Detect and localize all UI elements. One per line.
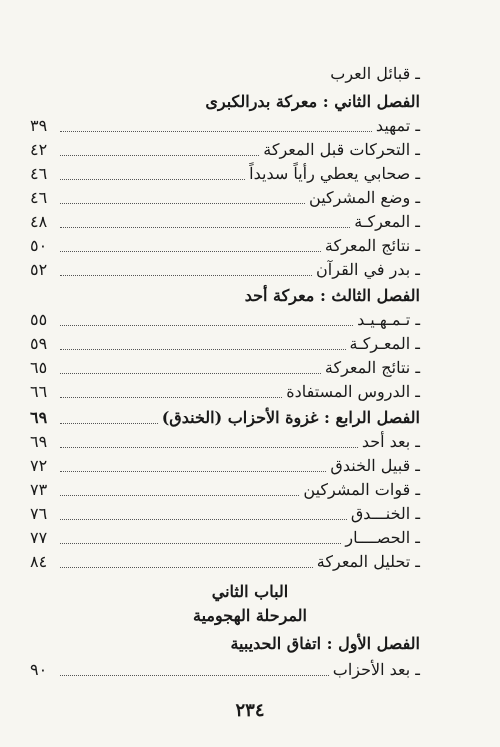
part-title: الباب الثاني — [211, 582, 289, 601]
entry-title: ـ وضع المشركين — [309, 188, 420, 207]
toc-entry — [30, 476, 420, 500]
entry-page: ٦٦ — [30, 382, 48, 401]
entry-page: ٦٩ — [30, 432, 48, 451]
entry-title: ـ نتائج المعركة — [324, 358, 420, 377]
entry-page: ٤٨ — [30, 212, 48, 231]
entry-title: ـ قبائل العرب — [330, 64, 420, 83]
toc-entry — [30, 208, 420, 232]
leader-dots — [60, 446, 358, 448]
entry-page: ٣٩ — [30, 116, 48, 135]
leader-dots — [60, 396, 282, 398]
entry-page: ٩٠ — [30, 660, 48, 679]
toc-entry — [30, 524, 420, 548]
toc-entry — [30, 112, 420, 136]
toc-entry — [30, 232, 420, 256]
leader-dots — [60, 324, 353, 326]
entry-title: ـ التحركات قبل المعركة — [263, 140, 420, 159]
entry-title: ـ الدروس المستفادة — [286, 382, 420, 401]
toc-entry — [30, 378, 420, 402]
entry-page: ٤٦ — [30, 164, 48, 183]
entry-title: ـ قبيل الخندق — [330, 456, 420, 475]
entry-page: ٧٢ — [30, 456, 48, 475]
chapter-title: الفصل الرابع : غزوة الأحزاب (الخندق) — [161, 408, 420, 427]
toc-entry — [30, 500, 420, 524]
toc-entry — [30, 548, 420, 572]
entry-title: ـ صحابي يعطي رأياً سديداً — [249, 164, 420, 183]
toc-entry — [30, 330, 420, 354]
leader-dots — [60, 542, 341, 544]
toc-entry — [30, 256, 420, 280]
toc-entry — [30, 428, 420, 452]
entry-title: ـ نتائج المعركة — [324, 236, 420, 255]
entry-title: ـ قوات المشركين — [303, 480, 420, 499]
entry-title: ـ بدر في القرآن — [316, 260, 420, 279]
leader-dots — [60, 154, 259, 156]
toc-entry — [30, 354, 420, 378]
leader-dots — [60, 250, 321, 252]
toc-entry — [30, 306, 420, 330]
entry-title: ـ تمهيد — [375, 116, 420, 135]
toc-entry — [30, 160, 420, 184]
toc-entry — [30, 184, 420, 208]
entry-page: ٥٩ — [30, 334, 48, 353]
leader-dots — [60, 494, 299, 496]
entry-title: ـ المعـركـة — [349, 334, 420, 353]
page-number: ٢٣٤ — [235, 700, 265, 721]
entry-page: ٧٣ — [30, 480, 48, 499]
entry-title: ـ الخنـــدق — [350, 504, 420, 523]
part-subtitle: المرحلة الهجومية — [193, 606, 307, 625]
leader-dots — [60, 348, 346, 350]
leader-dots — [60, 202, 305, 204]
toc-entry — [30, 136, 420, 160]
chapter-heading — [30, 88, 420, 112]
leader-dots — [60, 372, 321, 374]
toc-entry — [30, 452, 420, 476]
leader-dots — [60, 674, 329, 676]
entry-title: ـ تـمـهـيـد — [357, 310, 420, 329]
leader-dots — [60, 470, 326, 472]
toc-entry — [30, 60, 420, 84]
leader-dots — [60, 274, 312, 276]
entry-page: ٤٢ — [30, 140, 48, 159]
entry-page: ٧٧ — [30, 528, 48, 547]
leader-dots — [60, 226, 350, 228]
entry-page: ٥٢ — [30, 260, 48, 279]
entry-page: ٥٥ — [30, 310, 48, 329]
entry-title: ـ بعد الأحزاب — [332, 660, 420, 679]
chapter-title: الفصل الثاني : معركة بدرالكبرى — [205, 92, 420, 111]
chapter-title: الفصل الأول : اتفاق الحديبية — [230, 634, 420, 653]
leader-dots — [60, 130, 372, 132]
entry-title: ـ تحليل المعركة — [316, 552, 420, 571]
entry-page: ٤٦ — [30, 188, 48, 207]
toc-entry — [30, 656, 420, 680]
leader-dots — [60, 178, 245, 180]
leader-dots — [60, 566, 313, 568]
entry-title: ـ المعركـة — [354, 212, 420, 231]
chapter-title: الفصل الثالث : معركة أحد — [244, 286, 420, 305]
chapter-heading — [30, 404, 420, 428]
entry-page: ٦٩ — [30, 408, 48, 427]
entry-title: ـ الحصــــار — [345, 528, 420, 547]
chapter-heading — [30, 630, 420, 654]
entry-title: ـ بعد أحد — [361, 432, 420, 451]
entry-page: ٧٦ — [30, 504, 48, 523]
entry-page: ٨٤ — [30, 552, 48, 571]
leader-dots — [60, 422, 158, 424]
chapter-heading — [30, 282, 420, 306]
entry-page: ٥٠ — [30, 236, 48, 255]
leader-dots — [60, 518, 347, 520]
entry-page: ٦٥ — [30, 358, 48, 377]
